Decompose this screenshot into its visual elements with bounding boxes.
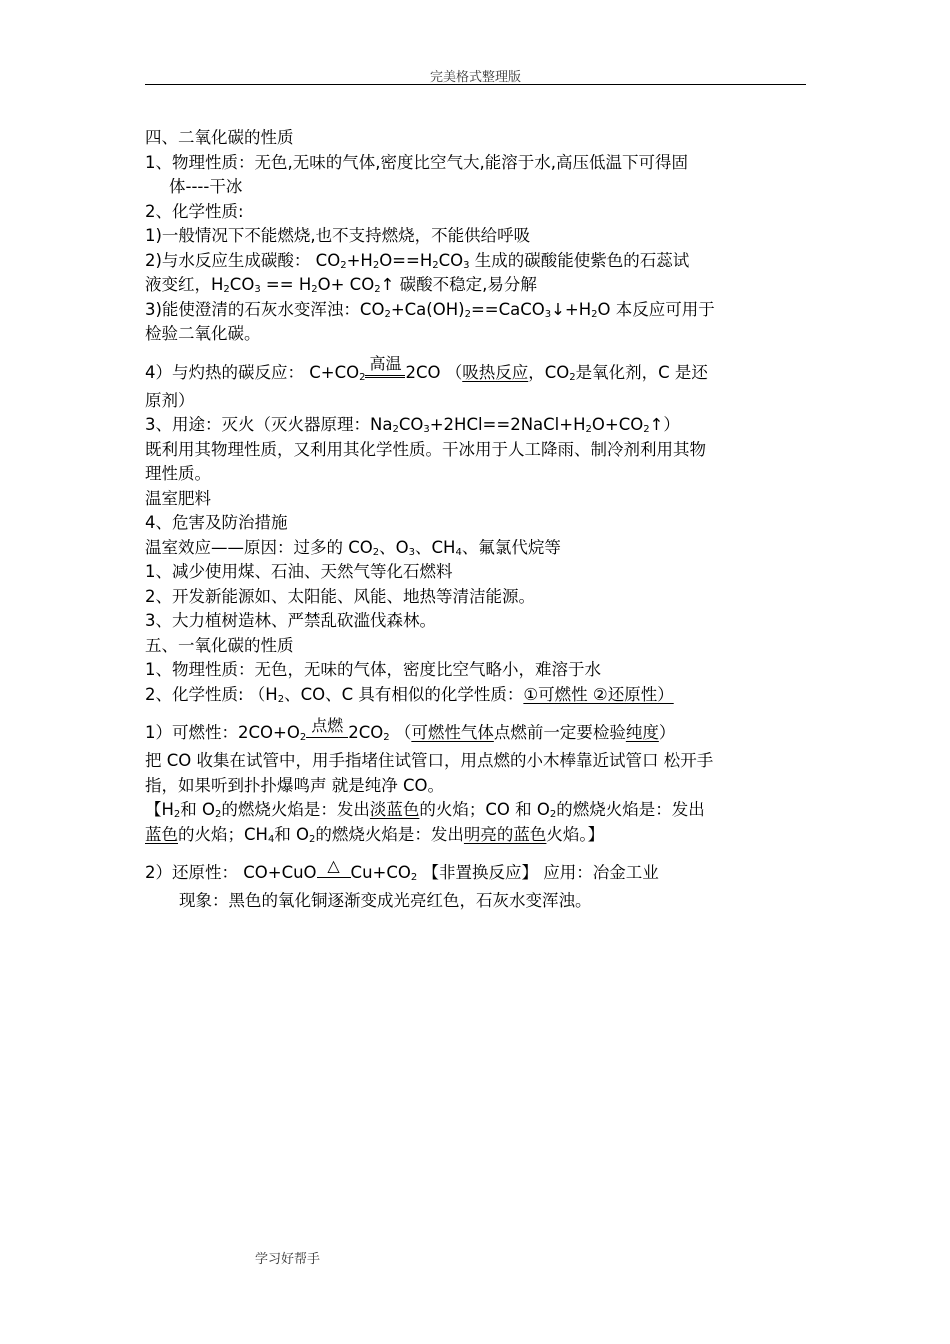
text-line: 1、物理性质：无色,无味的气体,密度比空气大,能溶于水,高压低温下可得固 bbox=[145, 152, 688, 172]
text-line: 【$H_2$和 $O_2$的燃烧火焰是：发出淡蓝色的火焰；CO 和 $O_2$的燃烧火焰是：发出 bbox=[145, 800, 705, 820]
text-line: 体----干冰 bbox=[169, 177, 243, 196]
text-line: 现象：黑色的氧化铜逐渐变成光亮红色，石灰水变浑浊。 bbox=[179, 891, 592, 910]
text-line: 2、化学性质: （$H_2$、CO、C 具有相似的化学性质：①可燃性 ②还原性） bbox=[145, 684, 674, 705]
text-line: 把 CO 收集在试管中，用手指堵住试管口，用点燃的小木棒靠近试管口 松开手 bbox=[145, 751, 714, 770]
reaction-condition: 点燃 bbox=[306, 721, 348, 738]
section-heading-co: 五、一氧化碳的性质 bbox=[145, 635, 294, 655]
text-line: 3、用途：灭火（灭火器原理：$Na_2CO_3+2HCl==2NaCl+H_2O+CO_2↑$） bbox=[145, 415, 680, 435]
text-line: 液变红，$H_2CO_3 == H_2O+$ $CO_2↑$ 碳酸不稳定,易分解 bbox=[145, 275, 537, 295]
text-line: 1)一般情况下不能燃烧,也不支持燃烧，不能供给呼吸 bbox=[145, 226, 531, 245]
reaction-condition: 高温 bbox=[365, 359, 405, 378]
text-line: 指，如果听到扑扑爆鸣声 就是纯净 CO。 bbox=[145, 775, 444, 795]
text-line: 3、大力植树造林、严禁乱砍滥伐森林。 bbox=[145, 611, 436, 630]
text-line: 2、开发新能源如、太阳能、风能、地热等清洁能源。 bbox=[145, 586, 535, 606]
text-line: 2、化学性质: bbox=[145, 201, 244, 221]
equation-line: 4）与灼热的碳反应： $C+CO_2$ 高温 2CO （吸热反应，$CO_2$是氧化剂，C 是还 bbox=[145, 353, 708, 383]
text-line: 既利用其物理性质，又利用其化学性质。干冰用于人工降雨、制冷剂利用其物 bbox=[145, 439, 706, 459]
page-footer: 学习好帮手 bbox=[255, 1252, 321, 1267]
header-divider bbox=[145, 84, 806, 85]
document-body bbox=[145, 126, 815, 914]
text-line: 2)与水反应生成碳酸： $CO_2+H_2O==H_2CO_3$ 生成的碳酸能使紫色的石蕊试 bbox=[145, 250, 690, 271]
page-header: 完美格式整理版 bbox=[429, 70, 521, 85]
text-line: 1、物理性质：无色，无味的气体，密度比空气略小，难溶于水 bbox=[145, 660, 601, 679]
text-line: 1、减少使用煤、石油、天然气等化石燃料 bbox=[145, 562, 453, 581]
text-line: 原剂） bbox=[145, 390, 195, 410]
text-line: 蓝色的火焰；$CH_4$和 $O_2$的燃烧火焰是：发出明亮的蓝色火焰。】 bbox=[145, 824, 605, 845]
text-line: 理性质。 bbox=[145, 464, 211, 483]
text-line: 温室肥料 bbox=[145, 488, 211, 508]
text-line: 3)能使澄清的石灰水变浑浊：$CO_2+Ca(OH)_2==CaCO_3↓+H_2O$ 本反应可用于 bbox=[145, 299, 715, 320]
equation-line: 1）可燃性：$2CO+O_2$ 点燃 $2CO_2$ （可燃性气体点燃前一定要检验纯度） bbox=[145, 716, 676, 743]
section-heading-co2: 四、二氧化碳的性质 bbox=[145, 128, 294, 147]
text-line: 4、危害及防治措施 bbox=[145, 513, 288, 532]
text-line: 检验二氧化碳。 bbox=[145, 324, 261, 343]
reaction-condition: △ bbox=[317, 861, 351, 878]
text-line: 温室效应——原因：过多的 $CO_2$、$O_3$、$CH_4$、氟氯代烷等 bbox=[145, 537, 561, 558]
equation-line: 2）还原性： CO+CuO △ $Cu+CO_2$ 【非置换反应】 应用：冶金工业 bbox=[145, 856, 659, 883]
